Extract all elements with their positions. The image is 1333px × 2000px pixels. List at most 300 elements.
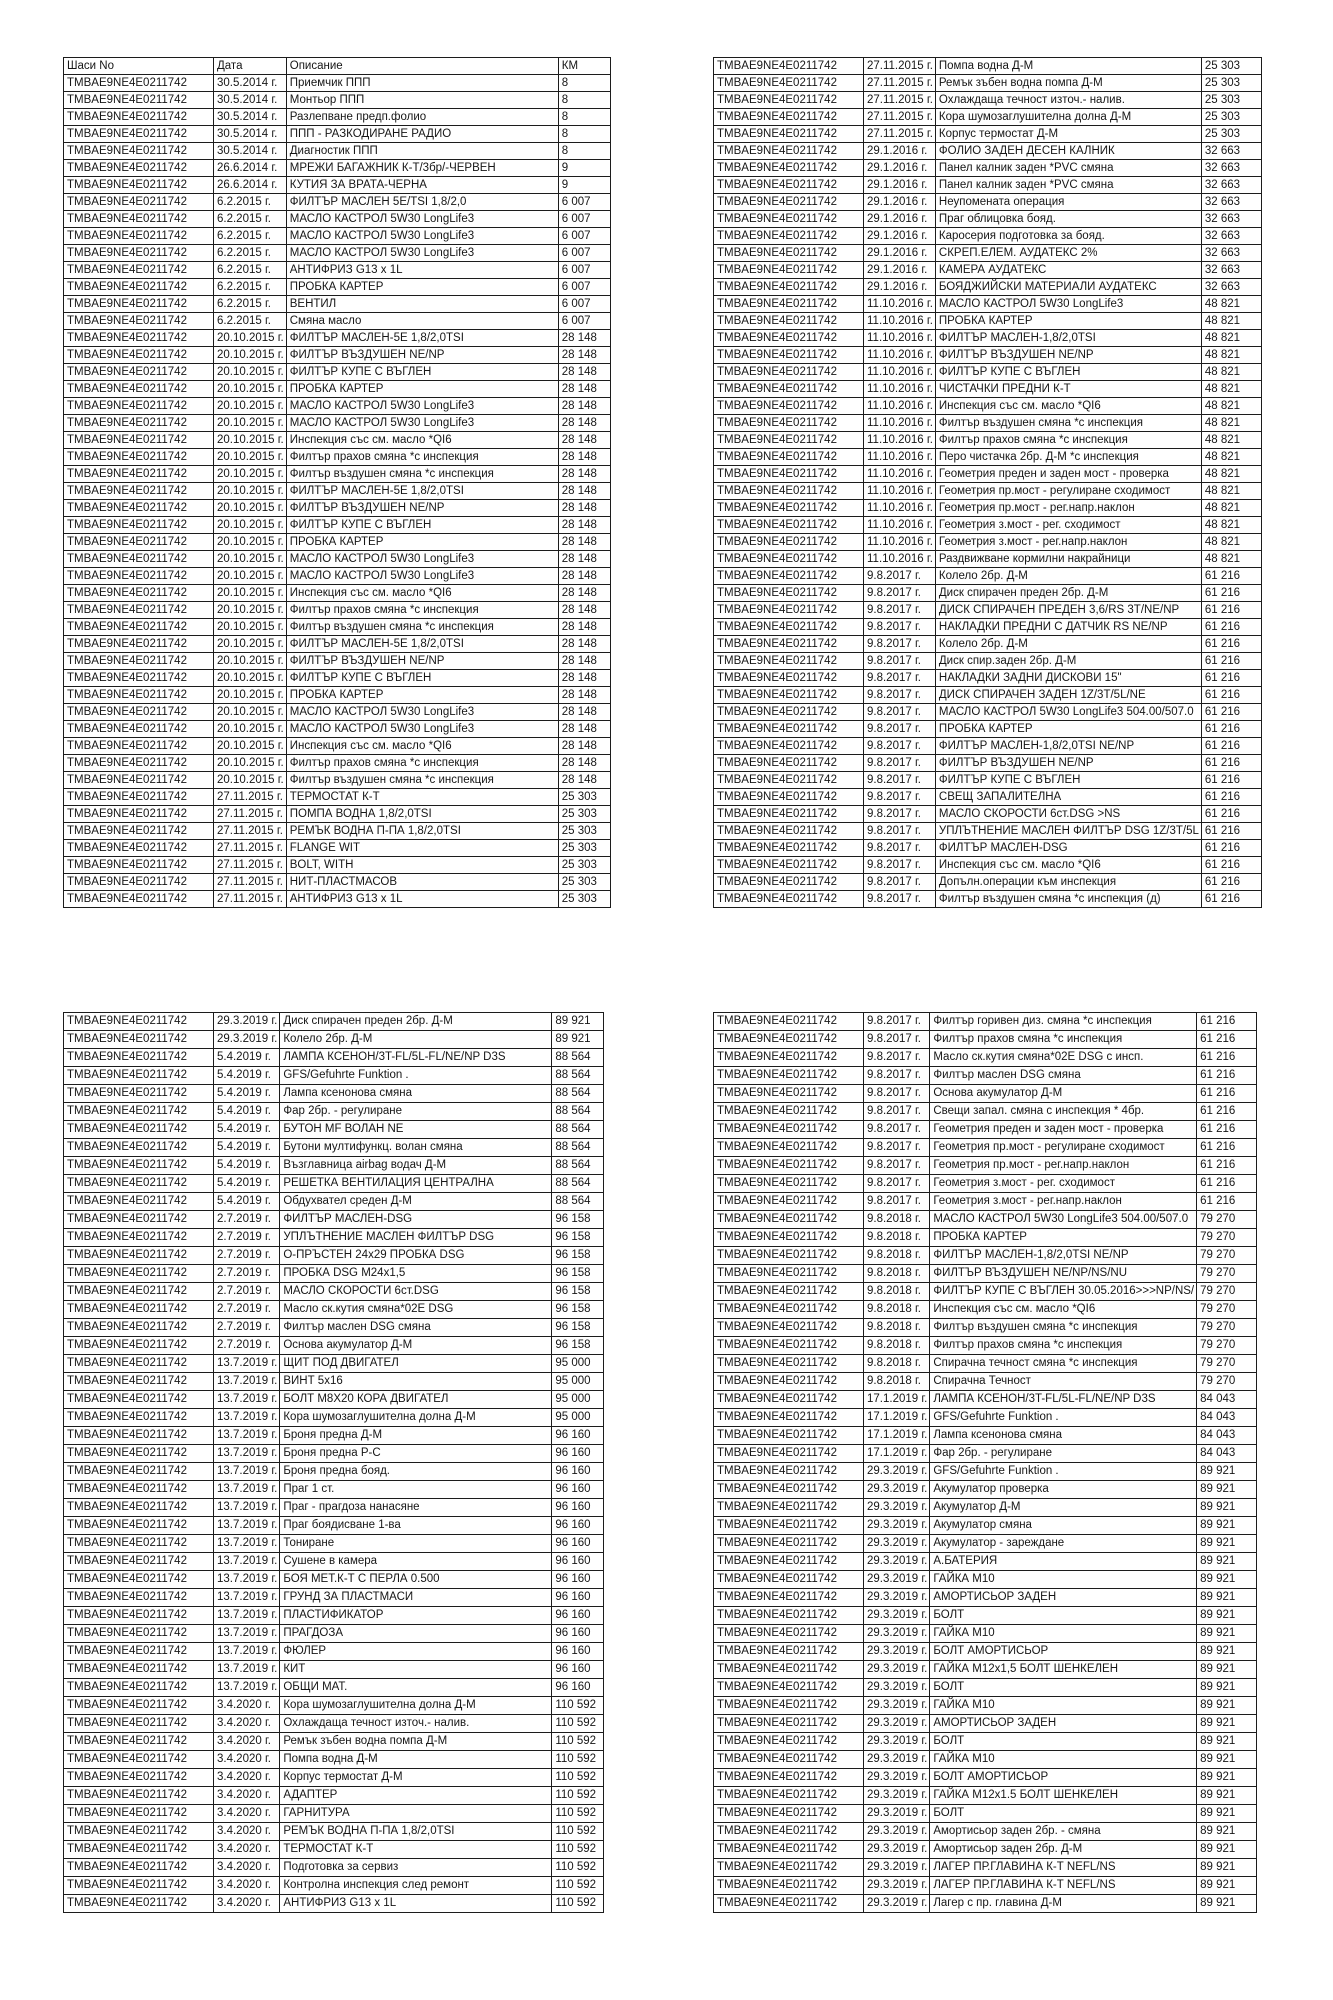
table-row	[64, 143, 611, 160]
chassis-cell: TMBAE9NE4E0211742	[714, 1157, 864, 1175]
description-cell: ПРОБКА DSG M24x1,5	[280, 1265, 552, 1283]
chassis-cell: TMBAE9NE4E0211742	[64, 721, 214, 738]
km-cell: 48 821	[1201, 551, 1261, 568]
chassis-cell: TMBAE9NE4E0211742	[714, 1553, 864, 1571]
table-row	[714, 1175, 1257, 1193]
description-cell: О-ПРЪСТЕН 24x29 ПРОБКА DSG	[280, 1247, 552, 1265]
description-cell: РЕШЕТКА ВЕНТИЛАЦИЯ ЦЕНТРАЛНА	[280, 1175, 552, 1193]
date-cell: 13.7.2019 г.	[214, 1499, 280, 1517]
description-cell: Филтър въздушен смяна *с инспекция (д)	[935, 891, 1201, 908]
chassis-cell: TMBAE9NE4E0211742	[714, 653, 864, 670]
table-row	[714, 381, 1262, 398]
description-cell: Филтър въздушен смяна *с инспекция	[286, 466, 558, 483]
chassis-cell: TMBAE9NE4E0211742	[64, 1355, 214, 1373]
date-cell: 20.10.2015 г.	[214, 330, 287, 347]
km-cell: 25 303	[558, 857, 610, 874]
date-cell: 9.8.2017 г.	[864, 1067, 930, 1085]
km-cell: 6 007	[558, 296, 610, 313]
km-cell: 96 160	[552, 1643, 604, 1661]
description-cell: BOLT, WITH	[286, 857, 558, 874]
date-cell: 20.10.2015 г.	[214, 534, 287, 551]
description-cell: Основа акумулатор Д-М	[930, 1085, 1197, 1103]
table-row	[64, 738, 611, 755]
chassis-cell: TMBAE9NE4E0211742	[64, 602, 214, 619]
service-history-table-top-left	[63, 57, 611, 908]
date-cell: 9.8.2017 г.	[864, 1085, 930, 1103]
chassis-cell: TMBAE9NE4E0211742	[64, 687, 214, 704]
date-cell: 5.4.2019 г.	[214, 1139, 280, 1157]
date-cell: 27.11.2015 г.	[864, 92, 936, 109]
chassis-cell: TMBAE9NE4E0211742	[714, 313, 864, 330]
description-cell: ЩИТ ПОД ДВИГАТЕЛ	[280, 1355, 552, 1373]
chassis-cell: TMBAE9NE4E0211742	[714, 1463, 864, 1481]
description-cell: Допълн.операции към инспекция	[935, 874, 1201, 891]
km-cell: 61 216	[1201, 891, 1261, 908]
chassis-cell: TMBAE9NE4E0211742	[714, 636, 864, 653]
km-cell: 89 921	[1197, 1463, 1257, 1481]
km-cell: 61 216	[1197, 1175, 1257, 1193]
chassis-cell: TMBAE9NE4E0211742	[64, 1769, 214, 1787]
date-header: Дата	[214, 58, 287, 75]
date-cell: 20.10.2015 г.	[214, 568, 287, 585]
description-cell: АНТИФРИЗ G13 x 1L	[280, 1895, 552, 1913]
km-cell: 6 007	[558, 228, 610, 245]
km-cell: 61 216	[1201, 857, 1261, 874]
km-cell: 28 148	[558, 500, 610, 517]
chassis-cell: TMBAE9NE4E0211742	[714, 1337, 864, 1355]
date-cell: 9.8.2018 г.	[864, 1301, 930, 1319]
description-cell: ФИЛТЪР ВЪЗДУШЕН NE/NP	[935, 755, 1201, 772]
description-cell: Геометрия преден и заден мост - проверка	[930, 1121, 1197, 1139]
date-cell: 20.10.2015 г.	[214, 619, 287, 636]
km-cell: 95 000	[552, 1391, 604, 1409]
chassis-cell: TMBAE9NE4E0211742	[714, 1481, 864, 1499]
description-cell: Инспекция със см. масло *QI6	[286, 432, 558, 449]
date-cell: 17.1.2019 г.	[864, 1409, 930, 1427]
chassis-cell: TMBAE9NE4E0211742	[714, 823, 864, 840]
date-cell: 13.7.2019 г.	[214, 1373, 280, 1391]
date-cell: 6.2.2015 г.	[214, 313, 287, 330]
description-cell: ТЕРМОСТАТ К-Т	[280, 1841, 552, 1859]
km-cell: 28 148	[558, 755, 610, 772]
description-cell: Филтър прахов смяна *с инспекция	[935, 432, 1201, 449]
date-cell: 9.8.2018 г.	[864, 1247, 930, 1265]
chassis-cell: TMBAE9NE4E0211742	[64, 585, 214, 602]
chassis-cell: TMBAE9NE4E0211742	[714, 466, 864, 483]
chassis-cell: TMBAE9NE4E0211742	[64, 1625, 214, 1643]
table-row	[714, 1517, 1257, 1535]
description-cell: ФИЛТЪР МАСЛЕН-5Е 1,8/2,0TSI	[286, 330, 558, 347]
description-cell: МАСЛО КАСТРОЛ 5W30 LongLife3	[286, 415, 558, 432]
table-row	[64, 109, 611, 126]
table-row	[64, 160, 611, 177]
km-cell: 28 148	[558, 364, 610, 381]
date-cell: 20.10.2015 г.	[214, 551, 287, 568]
table-row	[714, 857, 1262, 874]
date-cell: 27.11.2015 г.	[864, 126, 936, 143]
description-cell: Диск спирачен преден 2бр. Д-М	[935, 585, 1201, 602]
chassis-cell: TMBAE9NE4E0211742	[64, 840, 214, 857]
date-cell: 30.5.2014 г.	[214, 109, 287, 126]
chassis-cell: TMBAE9NE4E0211742	[714, 1193, 864, 1211]
chassis-cell: TMBAE9NE4E0211742	[714, 1409, 864, 1427]
description-cell: Подготовка за сервиз	[280, 1859, 552, 1877]
table-row	[714, 1103, 1257, 1121]
km-cell: 61 216	[1197, 1031, 1257, 1049]
chassis-cell: TMBAE9NE4E0211742	[714, 500, 864, 517]
chassis-cell: TMBAE9NE4E0211742	[64, 1481, 214, 1499]
chassis-cell: TMBAE9NE4E0211742	[64, 1157, 214, 1175]
description-cell: Охлаждаща течност източ.- налив.	[935, 92, 1201, 109]
table-row	[714, 347, 1262, 364]
km-cell: 110 592	[552, 1895, 604, 1913]
date-cell: 20.10.2015 г.	[214, 636, 287, 653]
table-row	[714, 1355, 1257, 1373]
chassis-cell: TMBAE9NE4E0211742	[714, 1499, 864, 1517]
date-cell: 2.7.2019 г.	[214, 1337, 280, 1355]
chassis-cell: TMBAE9NE4E0211742	[64, 1715, 214, 1733]
table-row	[714, 1085, 1257, 1103]
description-cell: Ремък зъбен водна помпа Д-М	[280, 1733, 552, 1751]
table-row	[714, 789, 1262, 806]
description-cell: ОБЩИ МАТ.	[280, 1679, 552, 1697]
chassis-cell: TMBAE9NE4E0211742	[64, 228, 214, 245]
description-cell: ВЕНТИЛ	[286, 296, 558, 313]
description-cell: Кора шумозаглушителна долна Д-М	[280, 1409, 552, 1427]
date-cell: 9.8.2017 г.	[864, 1013, 930, 1031]
date-cell: 6.2.2015 г.	[214, 245, 287, 262]
header-row	[64, 58, 611, 75]
table-row	[714, 1391, 1257, 1409]
table-row	[714, 1373, 1257, 1391]
table-row	[714, 551, 1262, 568]
date-cell: 27.11.2015 г.	[864, 75, 936, 92]
description-cell: ПОМПА ВОДНА 1,8/2,0TSI	[286, 806, 558, 823]
date-cell: 5.4.2019 г.	[214, 1175, 280, 1193]
chassis-cell: TMBAE9NE4E0211742	[714, 602, 864, 619]
date-cell: 3.4.2020 г.	[214, 1877, 280, 1895]
table-row	[64, 517, 611, 534]
km-cell: 25 303	[558, 840, 610, 857]
description-cell: НАКЛАДКИ ПРЕДНИ С ДАТЧИК RS NE/NP	[935, 619, 1201, 636]
chassis-cell: TMBAE9NE4E0211742	[64, 1085, 214, 1103]
description-cell: МАСЛО КАСТРОЛ 5W30 LongLife3	[286, 228, 558, 245]
km-cell: 84 043	[1197, 1391, 1257, 1409]
chassis-cell: TMBAE9NE4E0211742	[714, 551, 864, 568]
date-cell: 29.3.2019 г.	[864, 1877, 930, 1895]
km-cell: 89 921	[1197, 1481, 1257, 1499]
table-row	[714, 891, 1262, 908]
chassis-cell: TMBAE9NE4E0211742	[64, 1697, 214, 1715]
table-row	[714, 194, 1262, 211]
table-row	[714, 92, 1262, 109]
date-cell: 3.4.2020 г.	[214, 1733, 280, 1751]
km-cell: 28 148	[558, 772, 610, 789]
date-cell: 2.7.2019 г.	[214, 1247, 280, 1265]
description-cell: Фар 2бр. - регулиране	[280, 1103, 552, 1121]
table-row	[64, 721, 611, 738]
table-row	[64, 1049, 604, 1067]
description-cell: ФИЛТЪР МАСЛЕН 5Е/TSI 1,8/2,0	[286, 194, 558, 211]
table-row	[714, 1283, 1257, 1301]
km-cell: 25 303	[558, 874, 610, 891]
km-cell: 28 148	[558, 704, 610, 721]
date-cell: 9.8.2017 г.	[864, 1175, 930, 1193]
date-cell: 20.10.2015 г.	[214, 602, 287, 619]
description-cell: ФИЛТЪР МАСЛЕН-DSG	[935, 840, 1201, 857]
table-row	[64, 364, 611, 381]
table-row	[714, 1571, 1257, 1589]
description-cell: АДАПТЕР	[280, 1787, 552, 1805]
date-cell: 29.3.2019 г.	[864, 1643, 930, 1661]
km-cell: 32 663	[1201, 160, 1261, 177]
table-row	[64, 279, 611, 296]
km-cell: 88 564	[552, 1121, 604, 1139]
date-cell: 27.11.2015 г.	[864, 109, 936, 126]
km-cell: 32 663	[1201, 228, 1261, 245]
km-cell: 79 270	[1197, 1319, 1257, 1337]
chassis-cell: TMBAE9NE4E0211742	[714, 1643, 864, 1661]
description-cell: ТЕРМОСТАТ К-Т	[286, 789, 558, 806]
table-row	[64, 1787, 604, 1805]
date-cell: 29.3.2019 г.	[864, 1679, 930, 1697]
km-cell: 89 921	[1197, 1661, 1257, 1679]
date-cell: 11.10.2016 г.	[864, 398, 936, 415]
km-cell: 48 821	[1201, 415, 1261, 432]
table-row	[714, 823, 1262, 840]
km-cell: 6 007	[558, 211, 610, 228]
chassis-cell: TMBAE9NE4E0211742	[64, 1751, 214, 1769]
chassis-cell: TMBAE9NE4E0211742	[64, 568, 214, 585]
date-cell: 9.8.2017 г.	[864, 789, 936, 806]
table-row	[64, 1193, 604, 1211]
date-cell: 5.4.2019 г.	[214, 1157, 280, 1175]
description-cell: ПРОБКА КАРТЕР	[935, 313, 1201, 330]
date-cell: 9.8.2017 г.	[864, 806, 936, 823]
km-cell: 88 564	[552, 1103, 604, 1121]
description-cell: АМОРТИСЬОР ЗАДЕН	[930, 1589, 1197, 1607]
chassis-cell: TMBAE9NE4E0211742	[714, 1841, 864, 1859]
chassis-cell: TMBAE9NE4E0211742	[64, 1787, 214, 1805]
table-row	[64, 1067, 604, 1085]
table-row	[714, 1697, 1257, 1715]
table-row	[714, 1121, 1257, 1139]
date-cell: 5.4.2019 г.	[214, 1067, 280, 1085]
km-cell: 28 148	[558, 483, 610, 500]
km-cell: 32 663	[1201, 143, 1261, 160]
chassis-cell: TMBAE9NE4E0211742	[714, 398, 864, 415]
date-cell: 3.4.2020 г.	[214, 1751, 280, 1769]
table-row	[64, 1589, 604, 1607]
chassis-cell: TMBAE9NE4E0211742	[714, 75, 864, 92]
km-cell: 96 160	[552, 1499, 604, 1517]
km-cell: 79 270	[1197, 1211, 1257, 1229]
chassis-cell: TMBAE9NE4E0211742	[64, 109, 214, 126]
description-cell: Разлепване предп.фолио	[286, 109, 558, 126]
table-row	[714, 1859, 1257, 1877]
km-cell: 79 270	[1197, 1265, 1257, 1283]
table-row	[714, 296, 1262, 313]
chassis-cell: TMBAE9NE4E0211742	[714, 1517, 864, 1535]
table-row	[64, 602, 611, 619]
date-cell: 29.3.2019 г.	[864, 1535, 930, 1553]
date-cell: 9.8.2017 г.	[864, 874, 936, 891]
chassis-cell: TMBAE9NE4E0211742	[714, 381, 864, 398]
km-cell: 89 921	[1197, 1733, 1257, 1751]
description-cell: ГАРНИТУРА	[280, 1805, 552, 1823]
date-cell: 3.4.2020 г.	[214, 1805, 280, 1823]
table-row	[714, 1013, 1257, 1031]
table-row	[714, 432, 1262, 449]
table-row	[714, 483, 1262, 500]
table-row	[714, 313, 1262, 330]
chassis-cell: TMBAE9NE4E0211742	[714, 143, 864, 160]
table-row	[64, 1607, 604, 1625]
date-cell: 20.10.2015 г.	[214, 738, 287, 755]
date-cell: 30.5.2014 г.	[214, 143, 287, 160]
km-cell: 28 148	[558, 653, 610, 670]
chassis-cell: TMBAE9NE4E0211742	[64, 1733, 214, 1751]
chassis-cell: TMBAE9NE4E0211742	[714, 891, 864, 908]
km-cell: 48 821	[1201, 534, 1261, 551]
date-cell: 9.8.2017 г.	[864, 636, 936, 653]
table-row	[714, 1157, 1257, 1175]
km-cell: 25 303	[1201, 58, 1261, 75]
date-cell: 29.3.2019 г.	[864, 1823, 930, 1841]
table-row	[714, 211, 1262, 228]
table-row	[714, 500, 1262, 517]
chassis-cell: TMBAE9NE4E0211742	[64, 1337, 214, 1355]
km-cell: 25 303	[1201, 109, 1261, 126]
chassis-cell: TMBAE9NE4E0211742	[64, 1535, 214, 1553]
table-row	[714, 1247, 1257, 1265]
description-cell: РЕМЪК ВОДНА П-ПА 1,8/2,0TSI	[286, 823, 558, 840]
date-cell: 6.2.2015 г.	[214, 279, 287, 296]
chassis-cell: TMBAE9NE4E0211742	[64, 1229, 214, 1247]
chassis-cell: TMBAE9NE4E0211742	[714, 262, 864, 279]
km-cell: 28 148	[558, 432, 610, 449]
description-cell: Приемчик ППП	[286, 75, 558, 92]
chassis-cell: TMBAE9NE4E0211742	[64, 1175, 214, 1193]
km-cell: 96 158	[552, 1229, 604, 1247]
table-row	[64, 1481, 604, 1499]
table-row	[714, 1787, 1257, 1805]
table-row	[64, 1211, 604, 1229]
date-cell: 9.8.2017 г.	[864, 738, 936, 755]
km-cell: 48 821	[1201, 296, 1261, 313]
km-cell: 96 158	[552, 1319, 604, 1337]
chassis-cell: TMBAE9NE4E0211742	[64, 381, 214, 398]
date-cell: 27.11.2015 г.	[864, 58, 936, 75]
table-row	[64, 432, 611, 449]
km-cell: 110 592	[552, 1733, 604, 1751]
service-history-table-bottom-right	[713, 1012, 1257, 1913]
description-cell: БОЛТ	[930, 1805, 1197, 1823]
table-row	[714, 245, 1262, 262]
date-cell: 13.7.2019 г.	[214, 1643, 280, 1661]
date-cell: 27.11.2015 г.	[214, 857, 287, 874]
chassis-cell: TMBAE9NE4E0211742	[64, 1499, 214, 1517]
chassis-cell: TMBAE9NE4E0211742	[64, 1103, 214, 1121]
table-row	[714, 772, 1262, 789]
date-cell: 20.10.2015 г.	[214, 415, 287, 432]
date-cell: 29.1.2016 г.	[864, 279, 936, 296]
chassis-cell: TMBAE9NE4E0211742	[714, 1121, 864, 1139]
table-row	[64, 245, 611, 262]
table-row	[64, 1463, 604, 1481]
description-cell: Филтър прахов смяна *с инспекция	[286, 449, 558, 466]
description-cell: Диагностик ППП	[286, 143, 558, 160]
chassis-cell: TMBAE9NE4E0211742	[714, 58, 864, 75]
date-cell: 9.8.2017 г.	[864, 1103, 930, 1121]
km-cell: 48 821	[1201, 483, 1261, 500]
date-cell: 27.11.2015 г.	[214, 840, 287, 857]
table-row	[714, 568, 1262, 585]
description-cell: Контролна инспекция след ремонт	[280, 1877, 552, 1895]
date-cell: 13.7.2019 г.	[214, 1589, 280, 1607]
chassis-cell: TMBAE9NE4E0211742	[714, 1085, 864, 1103]
chassis-cell: TMBAE9NE4E0211742	[714, 840, 864, 857]
table-row	[64, 313, 611, 330]
km-cell: 88 564	[552, 1049, 604, 1067]
chassis-cell: TMBAE9NE4E0211742	[714, 806, 864, 823]
description-cell: Филтър прахов смяна *с инспекция	[286, 602, 558, 619]
chassis-cell: TMBAE9NE4E0211742	[714, 789, 864, 806]
km-cell: 110 592	[552, 1877, 604, 1895]
table-row	[64, 755, 611, 772]
date-cell: 29.3.2019 г.	[864, 1517, 930, 1535]
description-cell: GFS/Gefuhrte Funktion .	[930, 1409, 1197, 1427]
description-cell: ЛАГЕР ПР.ГЛАВИНА К-Т NEFL/NS	[930, 1859, 1197, 1877]
chassis-cell: TMBAE9NE4E0211742	[64, 1589, 214, 1607]
date-cell: 26.6.2014 г.	[214, 160, 287, 177]
date-cell: 29.1.2016 г.	[864, 262, 936, 279]
chassis-cell: TMBAE9NE4E0211742	[714, 1301, 864, 1319]
km-cell: 95 000	[552, 1355, 604, 1373]
km-cell: 28 148	[558, 330, 610, 347]
chassis-cell: TMBAE9NE4E0211742	[714, 1031, 864, 1049]
description-cell: ЛАМПА КСЕНОН/3T-FL/5L-FL/NE/NP D3S	[280, 1049, 552, 1067]
date-cell: 17.1.2019 г.	[864, 1427, 930, 1445]
description-cell: ВИНТ 5x16	[280, 1373, 552, 1391]
date-cell: 13.7.2019 г.	[214, 1463, 280, 1481]
description-cell: ЛАГЕР ПР.ГЛАВИНА К-Т NEFL/NS	[930, 1877, 1197, 1895]
km-cell: 28 148	[558, 534, 610, 551]
chassis-cell: TMBAE9NE4E0211742	[64, 891, 214, 908]
km-cell: 110 592	[552, 1715, 604, 1733]
description-cell: Акумулатор проверка	[930, 1481, 1197, 1499]
description-cell: ФИЛТЪР КУПЕ С ВЪГЛЕН	[286, 364, 558, 381]
date-cell: 5.4.2019 г.	[214, 1193, 280, 1211]
chassis-cell: TMBAE9NE4E0211742	[64, 1391, 214, 1409]
km-cell: 32 663	[1201, 262, 1261, 279]
chassis-cell: TMBAE9NE4E0211742	[714, 449, 864, 466]
description-cell: МАСЛО КАСТРОЛ 5W30 LongLife3	[286, 721, 558, 738]
table-row	[64, 857, 611, 874]
table-row	[64, 619, 611, 636]
date-cell: 13.7.2019 г.	[214, 1445, 280, 1463]
description-cell: Праг боядисване 1-ва	[280, 1517, 552, 1535]
km-cell: 28 148	[558, 619, 610, 636]
date-cell: 6.2.2015 г.	[214, 262, 287, 279]
chassis-cell: TMBAE9NE4E0211742	[64, 75, 214, 92]
table-row	[64, 806, 611, 823]
description-cell: Филтър маслен DSG смяна	[280, 1319, 552, 1337]
table-row	[64, 1859, 604, 1877]
table-row	[714, 1769, 1257, 1787]
km-cell: 88 564	[552, 1067, 604, 1085]
description-cell: БОЛТ	[930, 1733, 1197, 1751]
